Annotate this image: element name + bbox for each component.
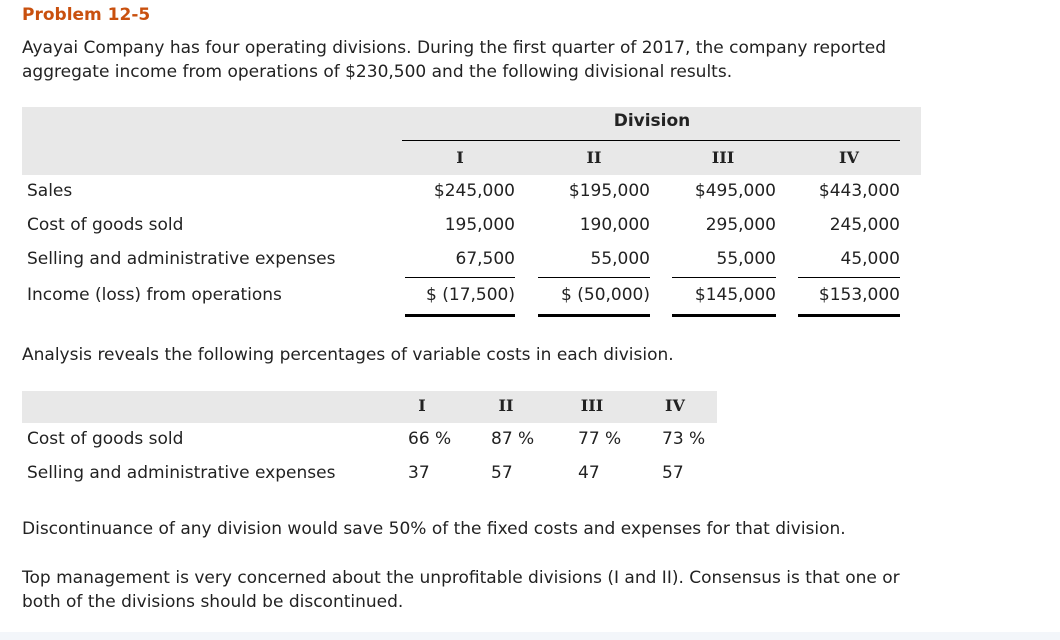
- cell-value: $495,000: [694, 181, 776, 201]
- subtotal-rule: [538, 277, 650, 278]
- table1-col-III: III: [711, 148, 735, 167]
- cell-value: $153,000: [818, 285, 900, 305]
- cell-value: 47: [578, 463, 600, 483]
- cell-value: 190,000: [579, 215, 650, 235]
- row-label: Selling and administrative expenses: [27, 463, 336, 483]
- cell-value: 67,500: [455, 249, 515, 269]
- total-rule: [798, 314, 900, 317]
- total-rule: [405, 314, 515, 317]
- conclusion-line-1: Top management is very concerned about the unprofitable divisions (I and II). Consensus is that one or: [22, 568, 900, 588]
- cell-value: 73 %: [662, 429, 706, 449]
- division-header-rule: [402, 140, 900, 141]
- cell-value: 295,000: [705, 215, 776, 235]
- row-label: Cost of goods sold: [27, 215, 184, 235]
- table2-col-IV: IV: [665, 396, 685, 415]
- cell-value: 66 %: [408, 429, 452, 449]
- intro-line-1: Ayayai Company has four operating divisions. During the first quarter of 2017, the company reported: [22, 38, 887, 58]
- cell-value: 57: [662, 463, 684, 483]
- cell-value: 245,000: [829, 215, 900, 235]
- analysis-text: Analysis reveals the following percentages of variable costs in each division.: [22, 345, 674, 365]
- problem-title: Problem 12-5: [22, 5, 151, 25]
- cell-value: 37: [408, 463, 430, 483]
- cell-value: 55,000: [590, 249, 650, 269]
- subtotal-rule: [405, 277, 515, 278]
- subtotal-rule: [672, 277, 776, 278]
- table2-col-I: I: [418, 396, 426, 415]
- table1-col-IV: IV: [839, 148, 859, 167]
- cell-value: $ (17,500): [426, 285, 515, 305]
- conclusion-line-2: both of the divisions should be discontinued.: [22, 592, 404, 612]
- cell-value: $443,000: [818, 181, 900, 201]
- row-label: Cost of goods sold: [27, 429, 184, 449]
- cell-value: $145,000: [694, 285, 776, 305]
- cell-value: 57: [491, 463, 513, 483]
- table2-col-II: II: [498, 396, 514, 415]
- cell-value: 87 %: [491, 429, 535, 449]
- subtotal-rule: [798, 277, 900, 278]
- cell-value: 45,000: [840, 249, 900, 269]
- division-group-header: Division: [613, 111, 691, 131]
- intro-line-2: aggregate income from operations of $230,500 and the following divisional results.: [22, 62, 733, 82]
- table2-col-III: III: [580, 396, 604, 415]
- row-label: Sales: [27, 181, 73, 201]
- table1-col-II: II: [586, 148, 602, 167]
- row-label: Selling and administrative expenses: [27, 249, 336, 269]
- cell-value: 55,000: [716, 249, 776, 269]
- total-rule: [672, 314, 776, 317]
- cell-value: 195,000: [444, 215, 515, 235]
- cell-value: 77 %: [578, 429, 622, 449]
- total-rule: [538, 314, 650, 317]
- discontinuance-text: Discontinuance of any division would save 50% of the fixed costs and expenses for that division.: [22, 519, 846, 539]
- cell-value: $195,000: [568, 181, 650, 201]
- table1-col-I: I: [456, 148, 464, 167]
- row-label: Income (loss) from operations: [27, 285, 282, 305]
- cell-value: $245,000: [433, 181, 515, 201]
- cell-value: $ (50,000): [561, 285, 650, 305]
